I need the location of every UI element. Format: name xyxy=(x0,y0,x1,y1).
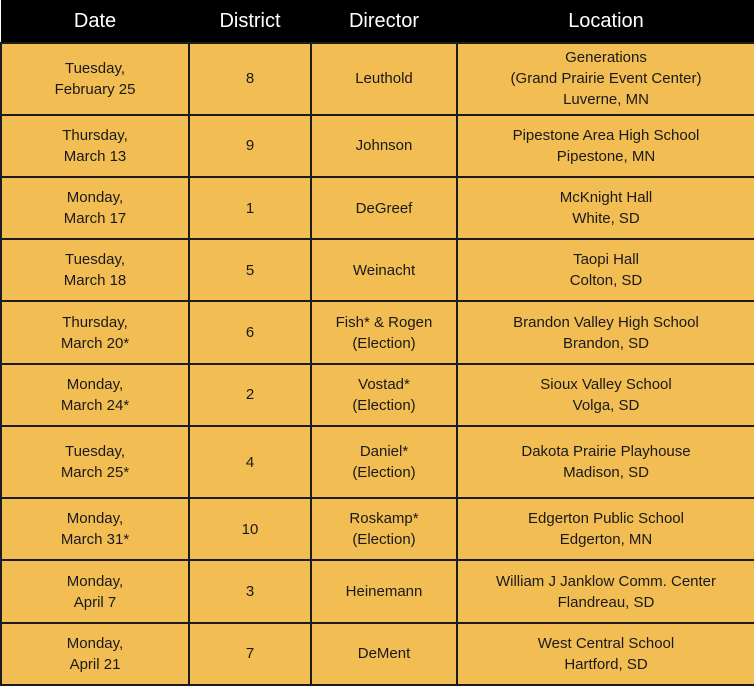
date-weekday: Monday, xyxy=(66,189,124,207)
district-cell: 5 xyxy=(189,239,311,301)
date-cell xyxy=(1,115,189,177)
date-day: March 18 xyxy=(63,272,127,290)
director-name: DeGreef xyxy=(355,199,413,217)
district-cell: 10 xyxy=(189,498,311,560)
table-row xyxy=(1,239,754,301)
location-cell xyxy=(457,239,754,301)
district-cell: 8 xyxy=(189,43,311,115)
location-cell xyxy=(457,364,754,426)
date-weekday: Thursday, xyxy=(62,126,128,144)
location-city: Edgerton, MN xyxy=(559,531,653,549)
location-cell xyxy=(457,426,754,498)
date-cell xyxy=(1,177,189,239)
director-election-note: (Election) xyxy=(352,531,416,549)
date-day: March 20* xyxy=(60,334,130,352)
date-weekday: Monday, xyxy=(66,375,124,393)
district-cell: 3 xyxy=(189,560,311,622)
table-row xyxy=(1,623,754,685)
director-name: Daniel* xyxy=(359,443,409,461)
location-cell xyxy=(457,498,754,560)
location-venue: Generations xyxy=(565,49,647,67)
location-city: Pipestone, MN xyxy=(556,147,656,165)
table-body xyxy=(1,43,754,686)
date-day: March 17 xyxy=(63,210,127,228)
location-city: Flandreau, SD xyxy=(557,593,655,611)
district-cell: 4 xyxy=(189,426,311,498)
location-cell xyxy=(457,623,754,685)
director-cell xyxy=(311,426,457,498)
location-venue: Pipestone Area High School xyxy=(512,126,700,144)
date-cell xyxy=(1,301,189,363)
location-city: Madison, SD xyxy=(563,464,649,482)
date-weekday: Monday, xyxy=(66,510,124,528)
location-venue-detail: (Grand Prairie Event Center) xyxy=(510,70,702,88)
director-cell xyxy=(311,43,457,115)
date-day: April 21 xyxy=(69,655,121,673)
director-cell xyxy=(311,498,457,560)
table-row xyxy=(1,560,754,622)
header-district: District xyxy=(189,1,311,43)
director-election-note: (Election) xyxy=(352,396,416,414)
location-cell xyxy=(457,301,754,363)
date-cell xyxy=(1,560,189,622)
location-cell xyxy=(457,177,754,239)
date-weekday: Thursday, xyxy=(62,313,128,331)
table-row xyxy=(1,177,754,239)
table-row xyxy=(1,364,754,426)
location-venue: McKnight Hall xyxy=(559,189,653,207)
date-day: March 25* xyxy=(60,464,130,482)
location-venue: William J Janklow Comm. Center xyxy=(495,572,717,590)
director-election-note: (Election) xyxy=(352,334,416,352)
director-name: Heinemann xyxy=(345,583,423,601)
date-day: March 13 xyxy=(63,147,127,165)
director-cell xyxy=(311,239,457,301)
location-venue: Edgerton Public School xyxy=(528,510,684,528)
location-city: Volga, SD xyxy=(572,396,640,414)
date-cell xyxy=(1,623,189,685)
director-name: Fish* & Rogen xyxy=(335,313,433,331)
header-row xyxy=(1,1,754,43)
date-cell xyxy=(1,426,189,498)
director-cell xyxy=(311,560,457,622)
location-venue: West Central School xyxy=(537,634,675,652)
table-row xyxy=(1,301,754,363)
director-cell xyxy=(311,115,457,177)
table-row xyxy=(1,115,754,177)
date-weekday: Monday, xyxy=(66,572,124,590)
table-row xyxy=(1,43,754,115)
district-cell: 9 xyxy=(189,115,311,177)
location-venue: Sioux Valley School xyxy=(540,375,672,393)
table-row xyxy=(1,498,754,560)
director-name: Vostad* xyxy=(358,375,410,393)
location-cell xyxy=(457,115,754,177)
date-weekday: Tuesday, xyxy=(64,443,126,461)
date-cell xyxy=(1,364,189,426)
location-city: White, SD xyxy=(572,210,640,228)
location-cell xyxy=(457,560,754,622)
location-city: Hartford, SD xyxy=(564,655,648,673)
location-venue: Brandon Valley High School xyxy=(513,313,699,331)
date-weekday: Tuesday, xyxy=(64,251,126,269)
director-cell xyxy=(311,623,457,685)
date-cell xyxy=(1,498,189,560)
director-name: Roskamp* xyxy=(349,510,419,528)
director-name: Johnson xyxy=(355,137,413,155)
director-name: Leuthold xyxy=(355,70,413,88)
location-cell xyxy=(457,43,754,115)
header-location: Location xyxy=(457,1,754,43)
director-election-note: (Election) xyxy=(352,464,416,482)
date-cell xyxy=(1,43,189,115)
location-city: Colton, SD xyxy=(569,272,643,290)
district-cell: 7 xyxy=(189,623,311,685)
table-header xyxy=(1,1,754,43)
location-venue: Dakota Prairie Playhouse xyxy=(521,443,691,461)
district-cell: 1 xyxy=(189,177,311,239)
location-city: Luverne, MN xyxy=(563,91,649,109)
director-cell xyxy=(311,301,457,363)
director-name: DeMent xyxy=(357,645,411,663)
date-day: February 25 xyxy=(54,80,136,98)
director-cell xyxy=(311,364,457,426)
header-director: Director xyxy=(311,1,457,43)
director-name: Weinacht xyxy=(352,261,416,279)
location-venue: Taopi Hall xyxy=(573,251,639,269)
date-weekday: Monday, xyxy=(66,634,124,652)
date-cell xyxy=(1,239,189,301)
date-weekday: Tuesday, xyxy=(64,59,126,77)
district-cell: 6 xyxy=(189,301,311,363)
header-date: Date xyxy=(1,1,189,43)
table-row xyxy=(1,426,754,498)
date-day: April 7 xyxy=(73,593,117,611)
date-day: March 24* xyxy=(60,396,130,414)
date-day: March 31* xyxy=(60,531,130,549)
location-city: Brandon, SD xyxy=(563,334,649,352)
district-cell: 2 xyxy=(189,364,311,426)
director-cell xyxy=(311,177,457,239)
